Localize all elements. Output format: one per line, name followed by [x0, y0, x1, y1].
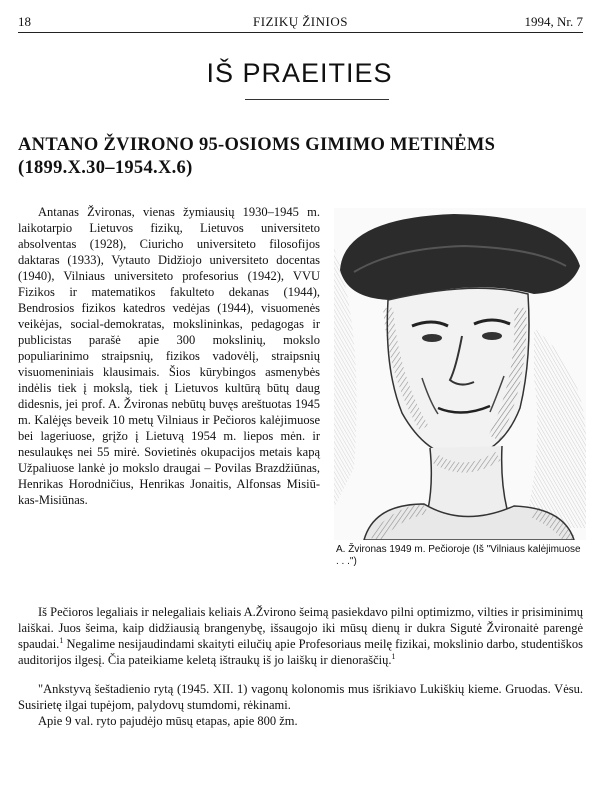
article-title: ANTANO ŽVIRONO 95-OSIOMS GIMIMO METINĖMS (1899.X.30–1954.X.6) — [18, 135, 496, 178]
issue-number: 1994, Nr. 7 — [524, 14, 583, 29]
portrait-figure — [334, 208, 586, 540]
intro-paragraph: Antanas Žvironas, vienas žymiausių 1930–1945 m. laikotarpio Lietuvos fizikų, Lietuvos universiteto absolventas (1928), Ciuricho universiteto filosofijos daktaras (1933), Vytauto Didžiojo universiteto docentas (1940), Vilniaus universiteto profesorius (1942), VVU Fizikos ir matematikos fakulteto dekanas (1944), Bendrosios fizikos katedros vedėjas (1944), visuomenės veikėjas, social-demokratas, mokslininkas, pedagogas ir publicistas parašė apie 300 mokslinių, mokslo populiarinimo straipsnių, fizikos vadovėlį, straipsnių visuomeniniais klausimais. Šios kūrybingos asmenybės indėlis tiek į mokslą, tiek į Lietuvos kultūrą būtų daug didesnis, jei prof. A. Žvironas nebūtų buvęs areštuotas 1945 m. Kalėjęs beveik 10 metų Vilniaus ir Pečioros kalėjimuose bei lageriuose, grįžo į Lietuvą 1954 m. liepos mėn. ir nesulaukęs nei 55 mirė. Sovietinės okupacijos metais kapą Užpaliuose lankė jo mokslo draugai – Povilas Brazdžiūnas, Henrikas Horodničius, Henrikas Jonaitis, Alfonsas Misiū-kas-Misiūnas. — [18, 205, 320, 507]
footnote-mark: 1 — [391, 651, 396, 661]
figure-caption: A. Žvironas 1949 m. Pečioroje (Iš "Vilniaus kalėjimuose . . .") — [336, 544, 581, 567]
footnote-mark: 1 — [59, 635, 64, 645]
portrait-image — [334, 208, 586, 540]
main-text — [18, 604, 583, 729]
page-number: 18 — [18, 14, 31, 29]
intro-column — [18, 204, 320, 508]
letters-text-cont: Negalime nesijaudindami skaityti eilučių apie Profesoriaus meilę fizikai, mokslinio darbo, studentiškos auditorijos ilgesį. Čia pateikiame keletą ištraukų iš jo laiškų ir dienoraščių. — [18, 637, 583, 667]
letters-text: Iš Pečioros legaliais ir nelegaliais keliais A.Žvirono šeimą pasiekdavo pilni optimizmo, vilties ir prisiminimų laiškai. Juos šeima, kaip didžiausią brangenybę, išsaugojo iki mūsų dienų ir dukra Sigutė Žvironaitė parengė spaudai. — [18, 605, 583, 651]
page-header — [18, 12, 583, 33]
section-title: IŠ PRAEITIES — [206, 58, 393, 88]
quote-paragraph: "Ankstyvą šeštadienio rytą (1945. XII. 1) vagonų kolonomis mus išrikiavo Lukiškių kieme. Gruodas. Vėsu. Susirietę ilgai tupėjom, palydovų stumdomi, rėkinami. — [18, 682, 583, 712]
section-divider — [245, 99, 389, 100]
letters-paragraph — [18, 604, 583, 668]
last-paragraph: Apie 9 val. ryto pajudėjo mūsų etapas, apie 800 žm. — [38, 714, 298, 728]
journal-title: FIZIKŲ ŽINIOS — [253, 14, 348, 29]
